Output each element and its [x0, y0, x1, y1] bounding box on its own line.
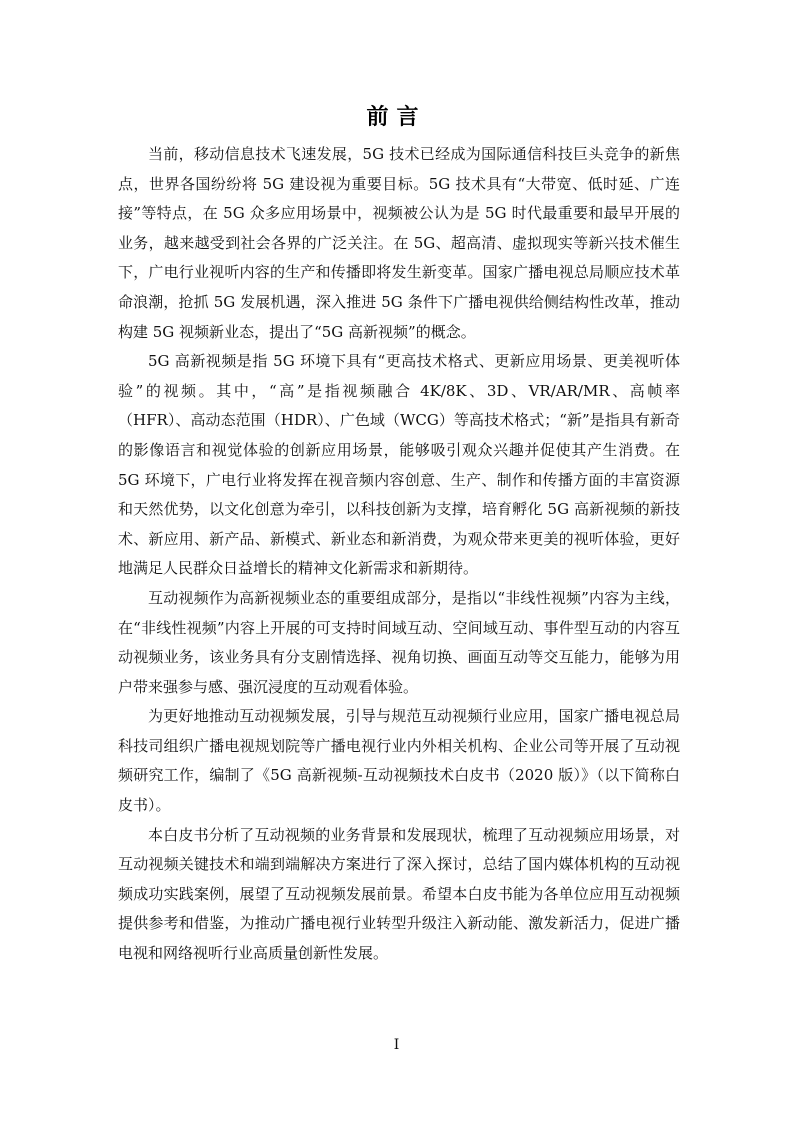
- paragraph: 当前，移动信息技术飞速发展，5G 技术已经成为国际通信科技巨头竞争的新焦点，世界各国纷纷将 5G 建设视为重要目标。5G 技术具有“大带宽、低时延、广连接”等特点，在 5G 众多应用场景中，视频被公认为是 5G 时代最重要和最早开展的业务，越来越受到社会各界的广泛关注。在 5G、超高清、虚拟现实等新兴技术催生下，广电行业视听内容的生产和传播即将发生新变革。国家广播电视总局顺应技术革命浪潮，抢抓 5G 发展机遇，深入推进 5G 条件下广播电视供给侧结构性改革，推动构建 5G 视频新业态，提出了“5G 高新视频”的概念。: [118, 145, 680, 341]
- paragraph: 互动视频作为高新视频业态的重要组成部分，是指以“非线性视频”内容为主线，在“非线性视频”内容上开展的可支持时间域互动、空间域互动、事件型互动的内容互动视频业务，该业务具有分支剧情选择、视角切换、画面互动等交互能力，能够为用户带来强参与感、强沉浸度的互动观看体验。: [118, 588, 680, 696]
- paragraph: 本白皮书分析了互动视频的业务背景和发展现状，梳理了互动视频应用场景，对互动视频关键技术和端到端解决方案进行了深入探讨，总结了国内媒体机构的互动视频成功实践案例，展望了互动视频发展前景。希望本白皮书能为各单位应用互动视频提供参考和借鉴，为推动广播电视行业转型升级注入新动能、激发新活力，促进广播电视和网络视听行业高质量创新性发展。: [118, 825, 680, 963]
- paragraph: 5G 高新视频是指 5G 环境下具有“更高技术格式、更新应用场景、更美视听体验”的视频。其中，“高”是指视频融合 4K/8K、3D、VR/AR/MR、高帧率（HFR）、高动态范围（HDR）、广色域（WCG）等高技术格式；“新”是指具有新奇的影像语言和视觉体验的创新应用场景，能够吸引观众兴趣并促使其产生消费。在 5G 环境下，广电行业将发挥在视音频内容创意、生产、制作和传播方面的丰富资源和天然优势，以文化创意为牵引，以科技创新为支撑，培育孵化 5G 高新视频的新技术、新应用、新产品、新模式、新业态和新消费，为观众带来更美的视听体验，更好地满足人民群众日益增长的精神文化新需求和新期待。: [118, 352, 680, 578]
- page-title: 前言: [366, 105, 427, 130]
- foreword-body: [118, 140, 680, 969]
- paragraph: 为更好地推动互动视频发展，引导与规范互动视频行业应用，国家广播电视总局科技司组织广播电视规划院等广播电视行业内外相关机构、企业公司等开展了互动视频研究工作，编制了《5G 高新视频-互动视频技术白皮书（2020 版）》（以下简称白皮书）。: [118, 707, 680, 815]
- page-number: I: [393, 1037, 400, 1053]
